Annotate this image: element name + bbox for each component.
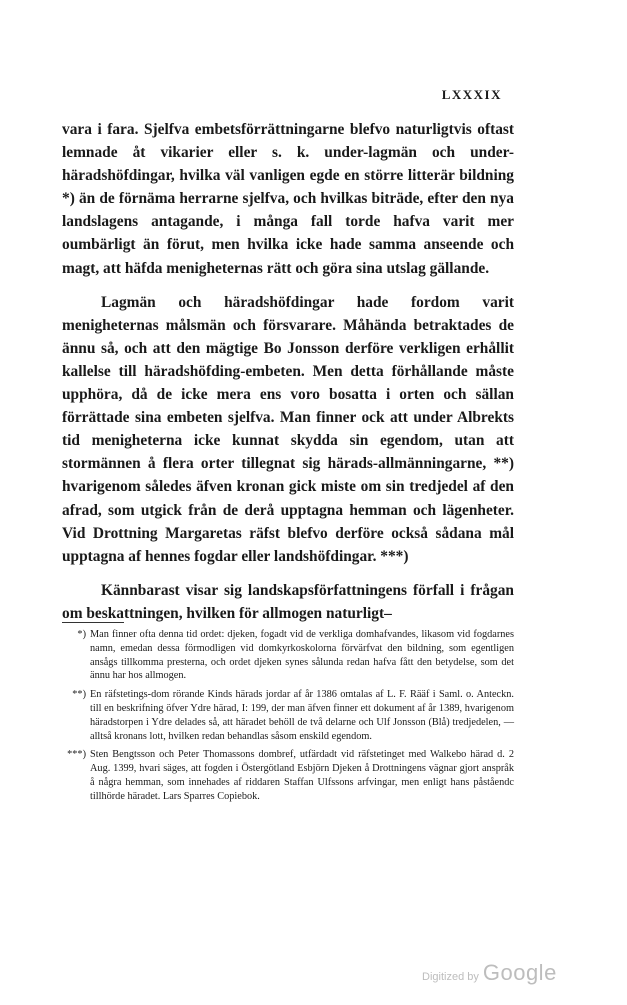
page-number: LXXXIX	[441, 87, 502, 102]
footnote-marker: *)	[77, 629, 86, 640]
body-text	[62, 118, 514, 625]
google-logo: Google	[482, 960, 557, 985]
paragraph: vara i fara. Sjelfva embetsförrättningarne blefvo naturligtvis oftast lemnade åt vikarier eller s. k. under-lagmän och under-häradshöfdingar, hvilka väl vanligen egde en större litterär bildning *) än de förnäma herrarne sjelfva, och hvilkas biträde, efter den nya landslagens antagande, i många fall torde hafva varit mer oumbärligt än förut, men hvilka icke hade samma anseende och magt, att häfda menigheternas rätt och göra sina utslag gällande.	[62, 121, 514, 277]
footnotes	[62, 628, 514, 809]
footnote	[62, 628, 514, 683]
footnote-divider	[62, 622, 124, 623]
paragraph: Lagmän och häradshöfdingar hade fordom varit menigheternas målsmän och försvarare. Måhända betraktades de ännu så, och att den mägtige Bo Jonsson derföre verkligen erhållit kallelse till häradshöfding-embeten. Men detta förhållande måste upphöra, då de icke mera ens voro bosatta i orten och sällan förrättade sina embeten sjelfva. Man finner ock att under Albrekts tid menigheterna icke kunnat skydda sin egendom, utan att stormännen å flera orter tillegnat sig härads-allmänningarne, **) hvarigenom således äfven kronan gick miste om sin tredjedel af den afrad, som utgick från de derå upptagna hemman och lägenheter. Vid Drottning Margaretas räfst blefvo derföre också sådana mål upptagna af hennes fogdar eller landshöfdingar. ***)	[62, 293, 514, 565]
footnote-text: Man finner ofta denna tid ordet: djeken, fogadt vid de verkliga domhafvandes, likasom vid fogdarnes namn, emedan dessa förmodligen vid domkyrkoskolorna förvärfvat den bildning, som egentligen ansågs tillkomma presterna, och ordet djeken synes sålunda redan hafva fått den betydelse, som det ännu har hos allmogen.	[90, 629, 514, 682]
google-watermark	[422, 960, 557, 986]
footnote-marker: ***)	[67, 749, 86, 761]
footnote-text: En räfstetings-dom rörande Kinds härads jordar af år 1386 omtalas af L. F. Rääf i Saml. o. Anteckn. till en beskrifning öfver Ydre härad, I: 199, der man äfven finner ett dokument af år 1389, hvarigenom häradstorpen i Ydre delades så, att häradet behöll de två delarne och Ulf Jonsson (Blå) tredjedelen, — alltså kronans lott, hvilken redan behandlas såsom enskild egendom.	[90, 689, 514, 742]
footnote	[62, 748, 514, 803]
watermark-prefix: Digitized by	[422, 971, 479, 983]
footnote-marker: **)	[72, 689, 86, 701]
footnote-text: Sten Bengtsson och Peter Thomassons dombref, utfärdadt vid räfstetinget med Walkebo härad d. 2 Aug. 1399, hvari säges, att fogden i Östergötland Esbjörn Djeken å Drottningens vägnar gjort anspråk å några hemman, som innehades af riddaren Staffan Ulfssons arfvingar, men enligt hans påståendc tillhörde häradet. Lars Sparres Copiebok.	[90, 749, 514, 802]
footnote	[62, 688, 514, 743]
paragraph: Kännbarast visar sig landskapsförfattningens förfall i frågan om beskattningen, hvilken för allmogen naturligt–	[62, 581, 514, 622]
